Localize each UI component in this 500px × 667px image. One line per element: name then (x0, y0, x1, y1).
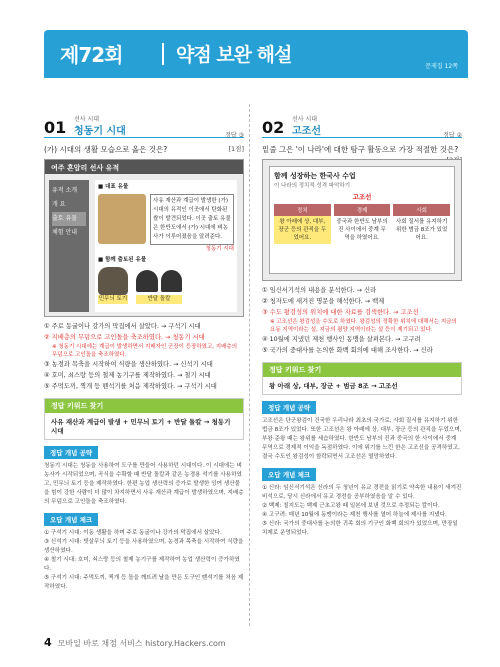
wrong-list (262, 484, 462, 538)
question-topic: 고조선 (292, 126, 321, 137)
option-4: ④ 10월에 지냈던 제천 행사인 동맹을 살펴본다. → 고구려 (262, 336, 421, 343)
concept-section-title: 정답 개념 공략 (262, 401, 316, 414)
option-note: ※ 청동기 시대에는 계급이 발생하면서 지배자인 군장이 등장하였고, 지배층의 무덤으로 고인돌을 축조하였다. (52, 344, 238, 358)
rice-photo (98, 194, 146, 244)
image-title: 여주 흔암리 선사 유적 (45, 160, 243, 174)
header-divider (162, 43, 164, 65)
annotation: 청동기 시대 (205, 246, 234, 252)
keyword-box (262, 362, 462, 395)
pottery-photo (98, 267, 128, 295)
option-1: ① 주로 동굴이나 강가의 막집에서 살았다. → 구석기 시대 (44, 323, 201, 330)
column-divider (249, 104, 250, 626)
question-category: 선사 시대 (74, 116, 100, 123)
concept-paragraph: 고조선은 단군왕검이 건국한 우리나라 최초의 국가로, 사회 질서를 유지하기 위한 법금 8조가 있었다. 또한 고조선은 왕 아래에 상, 대부, 장군 등의 관직을 두었으며, 부왕·준왕 때는 왕위를 세습하였다. 한반도 남부의 진과 중국의 한 사이에서 중계 무역으로 경제적 이익을 독점하였다. 이에 위기를 느낀 한은 고조선을 공격하였고, 결국 수도인 왕검성이 함락되면서 고조선은 멸망하였다. (262, 418, 462, 460)
slide: 함께 성장하는 한국사 수업 이 나라의 정치적 성격 파악하기 고조선 정치 왕 아래에 상, 대부, 장군 등의 관직을 두었어요. 경제 중국과 한반도 남부의 진 사이에서 중계 무역을 하였어요. 사회 사회 질서를 유지하기 위한 범금 8조가 있었어요. (269, 166, 455, 274)
page-reference: 문제집 12쪽 (425, 63, 458, 70)
concept-paragraph: 청동기 시대는 청동을 사용하여 도구를 만들어 사용하던 시대이다. 이 시대에는 벼농사가 시작되었으며, 곡식을 수확할 때 반달 돌칼과 같은 농경용 석기를 사용하였고, 민무늬 토기 등을 제작하였다. 한편 농업 생산력의 증가로 발생한 잉여 생산물을 힘이 강한 사람이 더 많이 차지하면서 사유 재산과 계급이 발생하였으며, 지배층의 무덤으로 고인돌을 축조하였다. (44, 463, 244, 505)
footer (44, 636, 226, 649)
question-image (44, 159, 244, 317)
site-description: 사유 재산과 계급이 발생한 (가) 시대의 유적인 이곳에서 탄화된 쌀이 발견되었다. 이곳 출토 유물은 한반도에서 (가) 시대에 벼농사가 이루어졌음을 알려준다. (150, 194, 234, 245)
keyword-title: 정답 키워드 찾기 (45, 399, 243, 413)
slide-subtitle: 이 나라의 정치적 성격 파악하기 (274, 183, 351, 189)
option-list (262, 285, 462, 356)
knife-photo (136, 270, 182, 292)
question-text: 밑줄 그은 '이 나라'에 대한 탐구 활동으로 가장 적절한 것은? (262, 144, 462, 155)
question-header (262, 110, 462, 138)
answer-label: 정답 ② (443, 132, 462, 139)
list-item: ③ 신석기 시대: 빗살무늬 토기 등을 사용하였으며, 농경과 목축을 시작하여 식량을 생산하였다. (44, 539, 244, 554)
keyword-box (44, 398, 244, 440)
list-item: ⑤ 신라: 국가의 중대사를 논의한 귀족 회의 기구인 화백 회의가 있었으며, 만장일치제로 운영되었다. (262, 521, 458, 536)
slide-tag: 고조선 (352, 193, 372, 201)
header-banner (44, 30, 468, 78)
option-note: ※ 고조선은 왕검성을 수도로 하였다. 왕검성의 정확한 위치에 대해서는 지금의 요동 지역이라는 설, 지금의 평양 지역이라는 설 등이 제기되고 있다. (270, 319, 457, 333)
list-item: ① 구석기 시대: 이동 생활을 하며 주로 동굴이나 강가의 막집에서 살았다. (44, 530, 222, 536)
header-subtitle: 약점 보완 해설 (176, 44, 292, 66)
slide-title: 함께 성장하는 한국사 수업 (274, 172, 356, 180)
points: [1점] (228, 145, 244, 153)
keyword-text: 왕 아래 상, 대부, 장군 + 범금 8조 → 고조선 (269, 382, 398, 390)
option-5: ⑤ 주먹도끼, 찍개 등 뗀석기를 처음 제작하였다. → 구석기 시대 (44, 383, 217, 390)
wrong-list (44, 529, 244, 592)
site-content: ■ 대표 유물 사유 재산과 계급이 발생한 (가) 시대의 유적인 이곳에서 탄화된 쌀이 발견되었다. 이곳 출토 유물은 한반도에서 (가) 시대에 벼농사가 이루어졌음을 알려준다. 청동기 시대 ■ 함께 출토된 유물 민무늬 토기 반달 돌칼 (95, 180, 237, 312)
question-image (262, 159, 462, 281)
list-item: ④ 고구려: 매년 10월에 동맹이라는 제천 행사를 열어 하늘에 제사를 지냈다. (262, 512, 447, 518)
answer-label: 정답 ③ (225, 132, 244, 139)
option-3: ③ 수도 왕검성의 위치에 대한 자료를 검색한다. → 고조선 (262, 309, 419, 316)
list-item: ① 신라: 임신서기석은 신라의 두 청년이 유교 경전을 읽기로 약속한 내용이 새겨진 비석으로, 당시 신라에서 유교 경전을 공부하였음을 알 수 있다. (262, 485, 462, 500)
footer-text: 모바일 바로 채점 서비스 history.Hackers.com (57, 639, 226, 648)
question-category: 선사 시대 (292, 116, 318, 123)
site-sidebar: 유적 소개 개 요 출토 유물 체험 안내 (49, 180, 89, 312)
option-list (44, 321, 244, 392)
keyword-title: 정답 키워드 찾기 (263, 363, 461, 377)
option-3: ③ 농경과 목축을 시작하여 식량을 생산하였다. → 신석기 시대 (44, 361, 213, 368)
list-item: ④ 철기 시대: 호미, 쇠스랑 등의 철제 농기구를 제작하여 농업 생산력이 증가하였다. (44, 557, 240, 572)
question-number: 01 (44, 118, 67, 137)
option-2: ② 지배층의 무덤으로 고인돌을 축조하였다. → 청동기 시대 (44, 334, 205, 341)
list-item: ② 백제: 칠지도는 백제 근초고왕 때 일본에 보낸 것으로 추정되는 칼이다. (262, 503, 440, 509)
question-01 (44, 110, 244, 592)
page-number: 4 (44, 636, 52, 649)
wrong-section-title: 오답 개념 체크 (262, 468, 316, 481)
question-text: (가) 시대의 생활 모습으로 옳은 것은? [1점] (44, 145, 244, 154)
question-header (44, 110, 244, 138)
question-number: 02 (262, 118, 285, 137)
option-1: ① 임신서기석의 내용을 분석한다. → 신라 (262, 287, 377, 294)
concept-section-title: 정답 개념 공략 (44, 446, 98, 459)
wrong-section-title: 오답 개념 체크 (44, 513, 98, 526)
option-2: ② 청자도에 새겨진 명문을 해석한다. → 백제 (262, 298, 385, 305)
question-02 (262, 110, 462, 538)
question-topic: 청동기 시대 (74, 126, 126, 137)
list-item: ⑤ 구석기 시대: 주먹도끼, 찍개 등 돌을 깨뜨려 날을 만든 도구인 뗀석기를 처음 제작하였다. (44, 575, 244, 590)
keyword-text: 사유 재산과 계급이 발생 + 민무늬 토기 + 반달 돌칼 → 청동기 시대 (51, 418, 231, 435)
option-4: ④ 호미, 쇠스랑 등의 철제 농기구를 제작하였다. → 철기 시대 (44, 372, 211, 379)
option-5: ⑤ 국가의 중대사를 논의한 화백 회의에 대해 조사한다. → 신라 (262, 347, 433, 354)
header-title: 제72회 (60, 43, 123, 67)
